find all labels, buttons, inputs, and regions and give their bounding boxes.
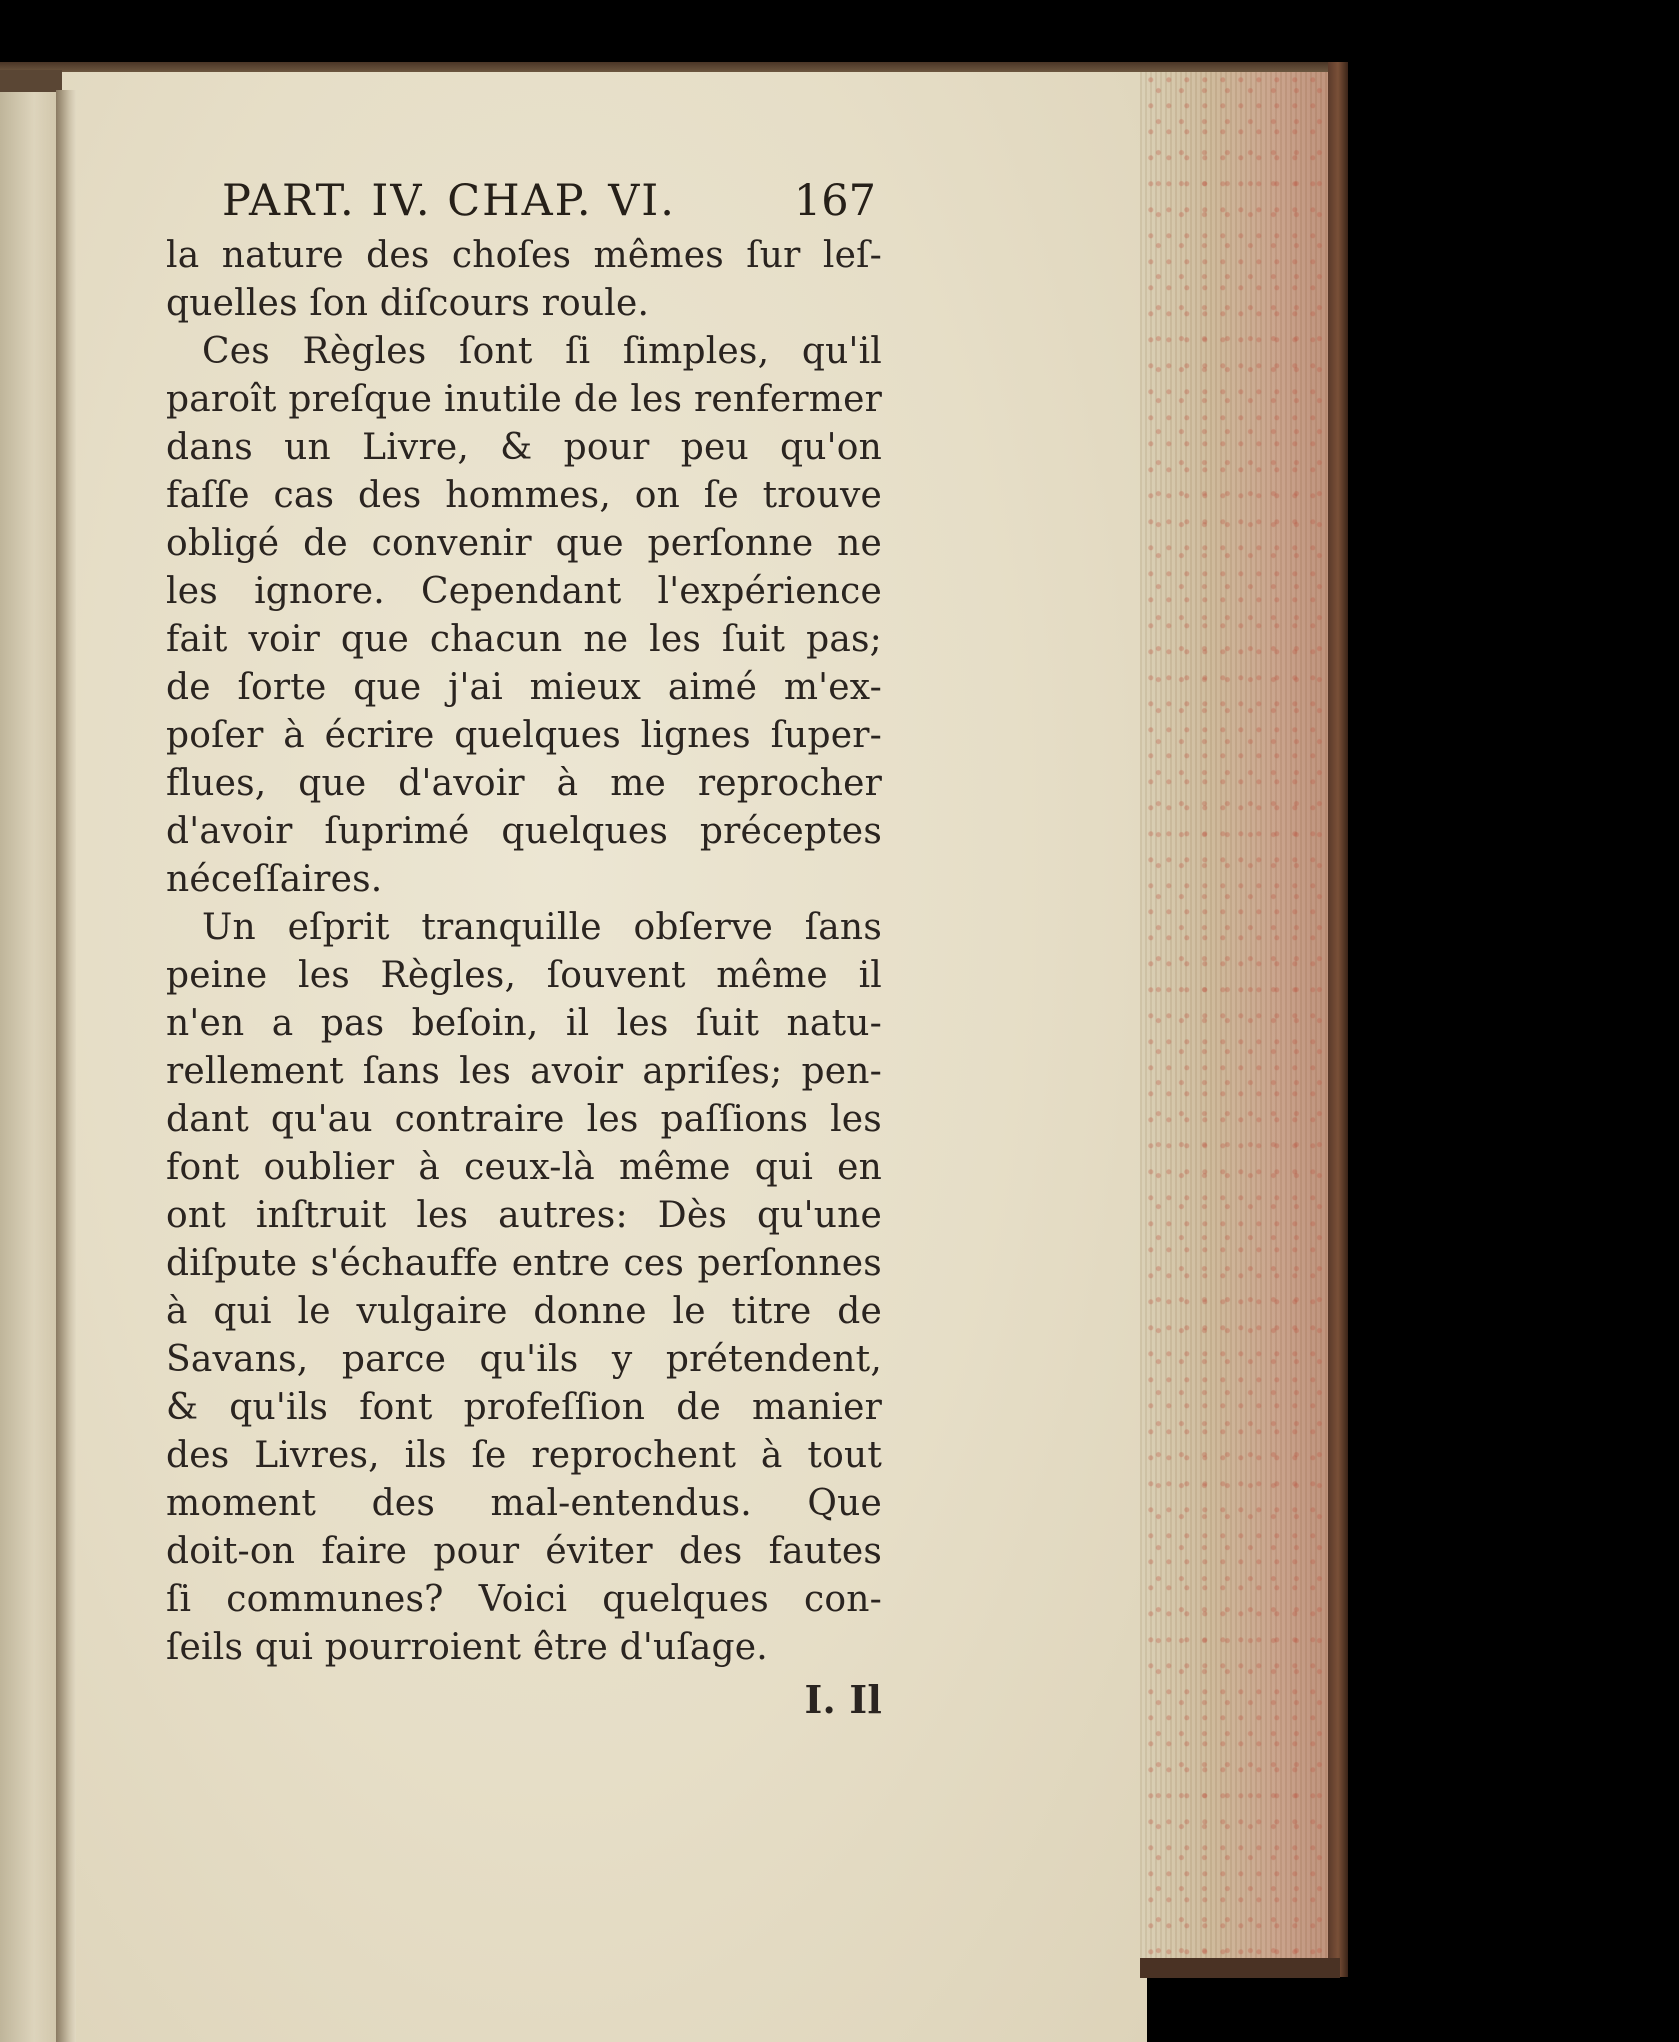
catchword: I. Il xyxy=(804,1677,882,1722)
text-line: paroît preſque inutile de les renfermer xyxy=(166,379,882,420)
book-bottom-board xyxy=(1140,1958,1340,1978)
text-line: rellement ſans les avoir apriſes; pen- xyxy=(166,1051,882,1092)
text-line: la nature des choſes mêmes ſur leſ- xyxy=(166,235,882,276)
text-line: ſeils qui pourroient être d'uſage. xyxy=(166,1627,768,1668)
text-line: de ſorte que j'ai mieux aimé m'ex- xyxy=(166,667,882,708)
text-line: n'en a pas beſoin, il les ſuit natu- xyxy=(166,1003,882,1044)
text-line: à qui le vulgaire donne le titre de xyxy=(166,1291,882,1332)
text-line: ont inſtruit les autres: Dès qu'une xyxy=(166,1195,882,1236)
text-line: peine les Règles, ſouvent même il xyxy=(166,955,882,996)
book-cover-edge xyxy=(1328,62,1348,1977)
text-line: diſpute s'échauffe entre ces perſonnes xyxy=(166,1243,882,1284)
text-line: dans un Livre, & pour peu qu'on xyxy=(166,427,882,468)
text-line: flues, que d'avoir à me reprocher xyxy=(166,763,882,804)
text-line: font oublier à ceux-là même qui en xyxy=(166,1147,882,1188)
text-line: & qu'ils font profeſſion de manier xyxy=(166,1387,882,1428)
text-line: quelles ſon diſcours roule. xyxy=(166,283,650,324)
text-line: Savans, parce qu'ils y prétendent, xyxy=(166,1339,882,1380)
text-line: ſi communes? Voici quelques con- xyxy=(166,1579,882,1620)
text-line: Un eſprit tranquille obſerve ſans xyxy=(202,907,882,948)
text-line: doit-on faire pour éviter des fautes xyxy=(166,1531,882,1572)
text-line: Ces Règles ſont ſi ſimples, qu'il xyxy=(202,331,882,372)
text-line: poſer à écrire quelques lignes ſuper- xyxy=(166,715,882,756)
running-header xyxy=(222,176,882,228)
page-block-fore-edge xyxy=(1140,72,1340,1967)
running-title: PART. IV. CHAP. VI. xyxy=(222,176,676,226)
text-line: néceſſaires. xyxy=(166,859,383,900)
text-line: des Livres, ils ſe reprochent à tout xyxy=(166,1435,882,1476)
text-line: moment des mal-entendus. Que xyxy=(166,1483,882,1524)
text-line: dant qu'au contraire les paſſions les xyxy=(166,1099,882,1140)
page-number: 167 xyxy=(793,176,876,226)
book-gutter xyxy=(56,90,76,2042)
text-line: fait voir que chacun ne les ſuit pas; xyxy=(166,619,882,660)
text-line: obligé de convenir que perſonne ne xyxy=(166,523,882,564)
facing-page-edge xyxy=(0,92,62,2042)
text-line: les ignore. Cependant l'expérience xyxy=(166,571,882,612)
text-line: faſſe cas des hommes, on ſe trouve xyxy=(166,475,882,516)
text-line: d'avoir ſuprimé quelques préceptes xyxy=(166,811,882,852)
